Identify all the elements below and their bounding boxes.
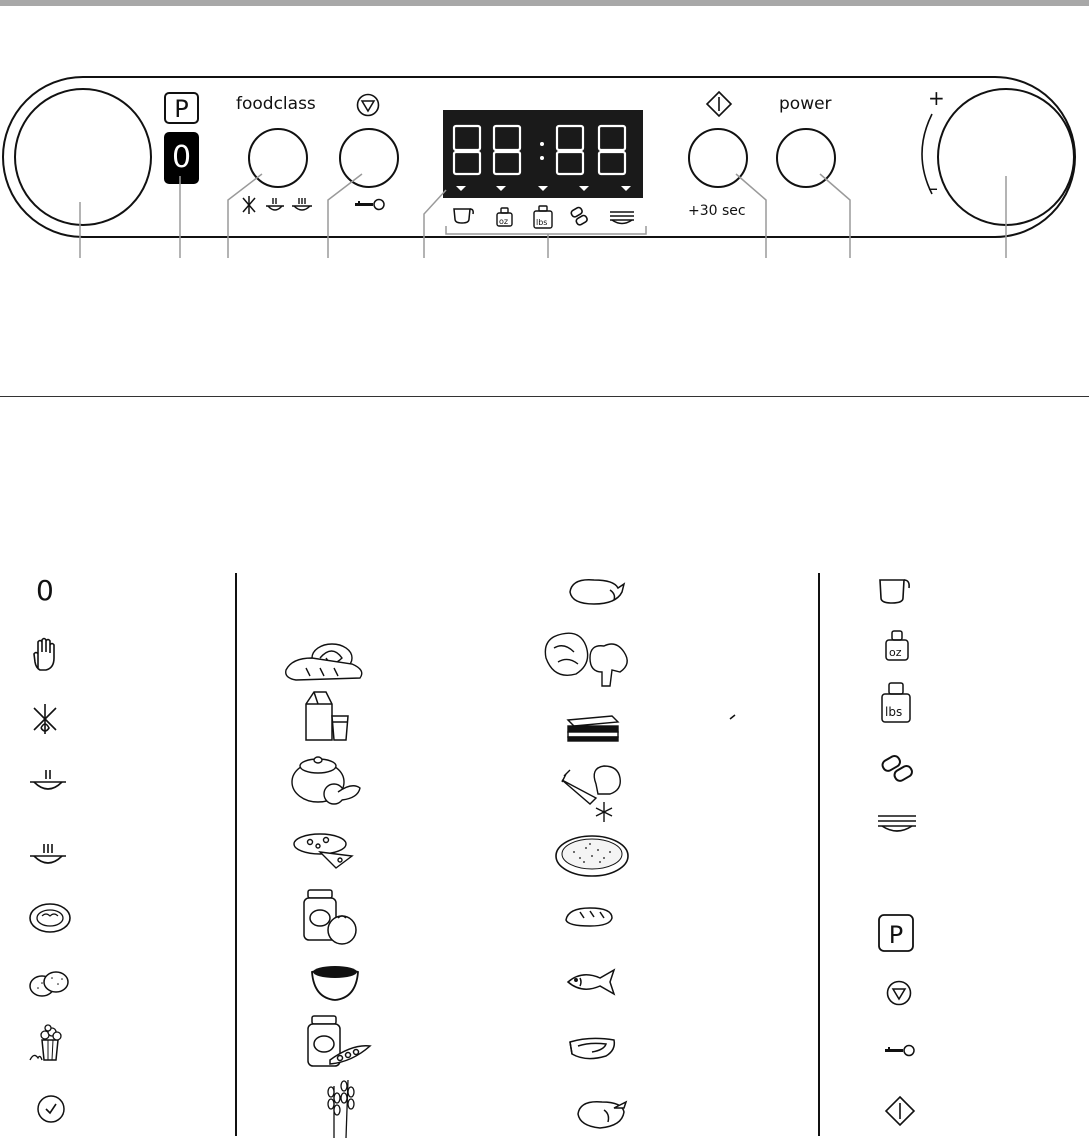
column-separator [235,573,237,1136]
svg-text:oz: oz [889,646,902,659]
leader-lines [0,0,1089,300]
chicken-roast-icon [574,1094,630,1132]
heat-level-2-icon [30,766,70,796]
heat-level-3-icon [30,840,70,870]
section-divider [0,396,1089,397]
minus-label: – [928,176,938,200]
zero-icon: 0 [36,574,54,607]
fish-icon [564,968,618,998]
pastry-bread-icon [282,640,370,684]
svg-text:lbs: lbs [536,218,548,227]
power-label: power [779,94,832,114]
plates-icon [876,812,920,838]
chicken-icon [566,574,626,608]
select-triangle-icon [886,980,914,1008]
rice-plate-icon [554,834,632,880]
p-button-label: P [174,95,189,123]
foodclass-label: foodclass [236,94,316,114]
jar-peas-icon [304,1014,374,1070]
weight-oz-icon [884,628,912,664]
defrost-icon [32,702,60,736]
pieces-icon [878,752,922,786]
soup-bowl-icon [310,962,362,1004]
cup-icon [878,576,912,606]
stray-mark [729,714,737,720]
popcorn-icon [28,1024,72,1064]
plus-30-sec-label: +30 sec [688,203,746,219]
zero-indicator: 0 [164,132,199,184]
timer-icon [36,1094,68,1126]
frozen-vegetables-icon [560,764,630,824]
grain-icon [322,1076,362,1142]
plate-food-icon [28,902,74,934]
casserole-icon [288,752,368,808]
column-separator [818,573,820,1136]
key-lock-icon [884,1044,920,1058]
bread-loaf-icon [564,904,616,928]
potatoes-icon [28,968,74,1000]
cabbage-broccoli-icon [540,628,632,690]
pizza-icon [290,830,366,870]
jar-tomato-icon [300,888,364,944]
lasagne-icon [564,712,622,744]
plus-label: + [928,86,945,110]
hand-stop-icon [32,636,60,672]
start-icon [886,1096,916,1126]
svg-text:P: P [888,921,904,949]
steak-icon [566,1034,618,1064]
svg-text:oz: oz [499,217,509,226]
milk-glass-icon [302,688,356,744]
svg-text:lbs: lbs [885,705,903,719]
weight-lbs-icon [880,680,914,724]
p-button-icon [878,914,916,954]
